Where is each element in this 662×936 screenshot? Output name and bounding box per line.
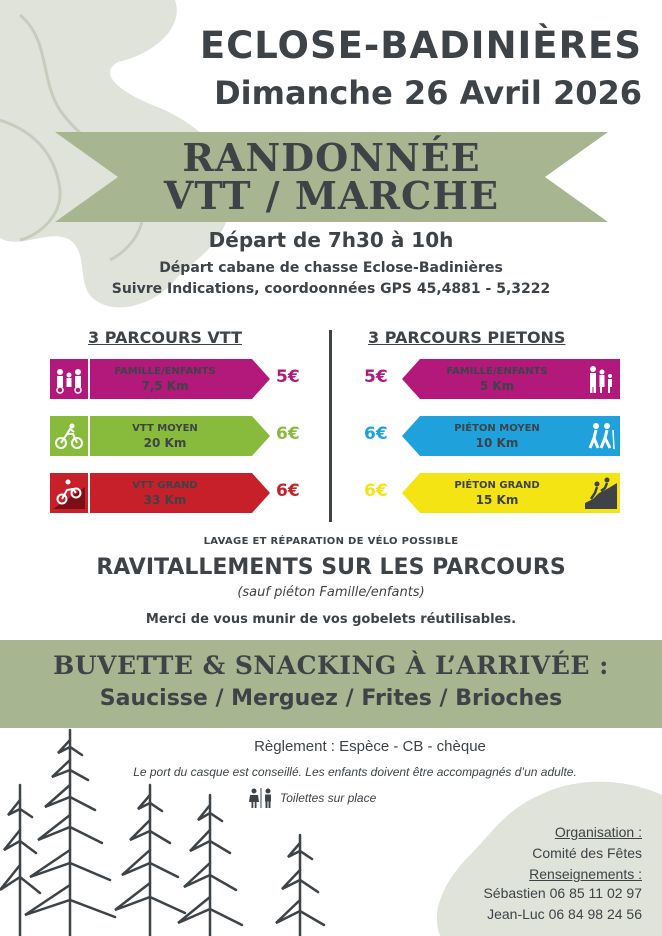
departure-time: Départ de 7h30 à 10h	[208, 228, 454, 252]
forest-illustration	[0, 725, 370, 936]
buvette-title: BUVETTE & SNACKING À L’ARRIVÉE :	[53, 651, 609, 680]
vtt-route-moyen	[50, 416, 310, 456]
refreshments-note: (sauf piéton Famille/enfants)	[237, 585, 425, 600]
pieton-famille-label: FAMILLE/ENFANTS	[446, 366, 548, 377]
vtt-route-grand	[50, 473, 310, 513]
pieton-route-moyen	[362, 416, 622, 456]
buvette-menu: Saucisse / Merguez / Frites / Brioches	[99, 686, 563, 711]
pieton-heading: 3 PARCOURS PIETONS	[368, 328, 566, 347]
family-icon	[50, 359, 88, 399]
vtt-heading: 3 PARCOURS VTT	[88, 328, 242, 347]
contact-sebastien: Sébastien 06 85 11 02 97	[483, 885, 642, 901]
banner-title-line2: VTT / MARCHE	[163, 173, 500, 218]
vtt-famille-distance: 7,5 Km	[141, 379, 189, 393]
pieton-grand-price: 6€	[364, 481, 388, 501]
helmet-advice: Le port du casque est conseillé. Les enfants doivent être accompagnés d’un adulte.	[133, 765, 577, 779]
pieton-route-famille	[362, 359, 622, 399]
pieton-moyen-label: PIÉTON MOYEN	[454, 423, 540, 434]
pieton-grand-distance: 15 Km	[475, 493, 519, 507]
vtt-moyen-label: VTT MOYEN	[132, 423, 198, 434]
toilets-info	[248, 788, 376, 808]
vtt-moyen-distance: 20 Km	[143, 436, 187, 450]
vtt-famille-price: 5€	[276, 367, 300, 387]
organisation-name: Comité des Fêtes	[532, 845, 642, 861]
cyclist-icon	[50, 416, 88, 456]
renseignements-heading	[422, 864, 642, 885]
organisation-heading	[422, 822, 642, 843]
event-date: Dimanche 26 Avril 2026	[214, 74, 642, 112]
pieton-grand-label: PIÉTON GRAND	[454, 480, 540, 491]
pieton-route-grand	[362, 473, 622, 513]
vtt-famille-label: FAMILLE/ENFANTS	[114, 366, 216, 377]
event-place-title: ECLOSE-BADINIÈRES	[199, 24, 642, 67]
pieton-moyen-distance: 10 Km	[475, 436, 519, 450]
vtt-moyen-price: 6€	[276, 424, 300, 444]
departure-place: Départ cabane de chasse Eclose-Badinières	[159, 260, 503, 276]
renseignements-label: Renseignements :	[529, 866, 642, 882]
toilets-label: Toilettes sur place	[280, 791, 377, 805]
reusable-cups-note: Merci de vous munir de vos gobelets réutilisables.	[145, 612, 517, 627]
pieton-moyen-price: 6€	[364, 424, 388, 444]
toilets-icon	[248, 788, 274, 808]
family-walk-icon	[582, 359, 620, 399]
pieton-famille-distance: 5 Km	[479, 379, 515, 393]
bike-wash-note: LAVAGE ET RÉPARATION DE VÉLO POSSIBLE	[203, 536, 459, 547]
hikers-icon	[582, 416, 620, 456]
contact-jean-luc: Jean-Luc 06 84 98 24 56	[487, 906, 642, 922]
column-divider	[329, 330, 332, 522]
climbers-icon	[582, 473, 620, 513]
vtt-grand-label: VTT GRAND	[132, 480, 198, 491]
refreshments-heading: RAVITALLEMENTS SUR LES PARCOURS	[96, 555, 566, 580]
vtt-grand-distance: 33 Km	[143, 493, 187, 507]
banner-title-line1: RANDONNÉE	[182, 135, 481, 180]
vtt-route-famille	[50, 359, 310, 399]
mountain-biker-icon	[50, 473, 88, 513]
payment-methods: Règlement : Espèce - CB - chèque	[254, 738, 486, 755]
gps-coordinates: Suivre Indications, coordoonnées GPS 45,4881 - 5,3222	[111, 281, 551, 297]
vtt-grand-price: 6€	[276, 481, 300, 501]
pieton-famille-price: 5€	[364, 367, 388, 387]
organisation-label: Organisation :	[554, 824, 642, 840]
